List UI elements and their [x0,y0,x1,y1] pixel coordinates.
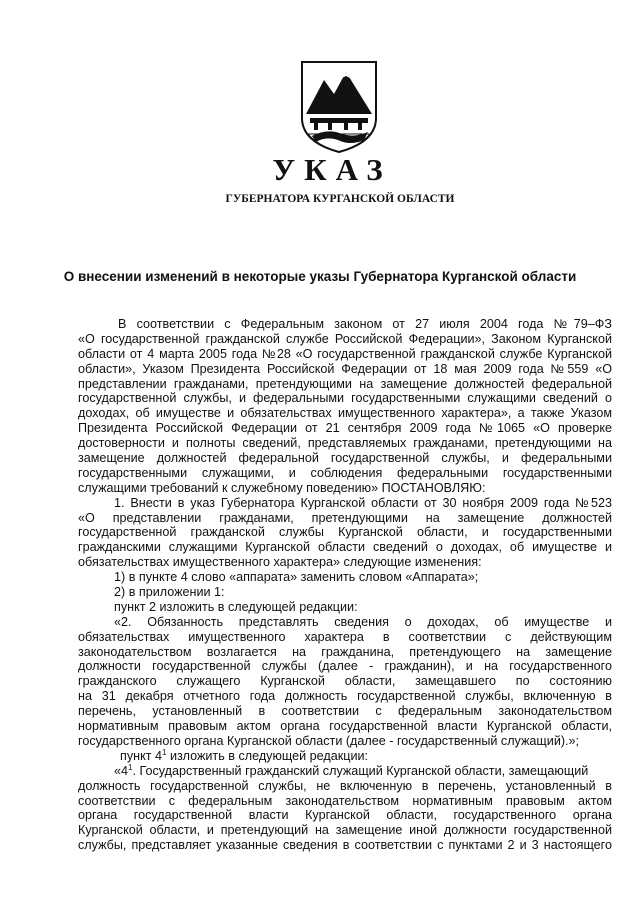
text-line: доходах, об имуществе и обязательствах имущественного характера», а также Указом [78,406,612,421]
decree-heading: О внесении изменений в некоторые указы Губернатора Курганской области [63,269,577,284]
superscript: 1 [162,747,167,757]
text-line: гражданскими служащими Курганской области сведений о доходах, об имуществе и [78,540,612,555]
text-line: законодательством возлагается на гражданина, претендующего на замещение [78,644,612,659]
text-line: нормативным правовым актом органа государственной власти Курганской области, [78,719,612,734]
text-line: обязательствах имущественного характера в соответствии с действующим [78,629,612,644]
text-line: служащими требований к служебному поведению» ПОСТАНОВЛЯЮ: [78,480,486,495]
text-line: области», Указом Президента Российской Федерации от 18 мая 2009 года №559 «О [78,361,612,376]
text-line: области от 4 марта 2005 года №28 «О государственной гражданской службе Курганской [78,346,612,361]
decree-body [78,317,612,853]
text-line: 1) в пункте 4 слово «аппарата» заменить словом «Аппарата»; [114,570,479,585]
text-line: на 31 декабря отчетного года должность государственной службы, включенную в [78,689,612,704]
text-line: Курганской области, и претендующий на замещение иной должности государственной [78,823,612,838]
decree-subtitle: ГУБЕРНАТОРА КУРГАНСКОЙ ОБЛАСТИ [225,193,455,205]
text-line [78,749,612,764]
text-fragment: изложить в следующей редакции: [169,748,369,763]
text-line: «2. Обязанность представлять сведения о доходах, об имуществе и [114,614,612,629]
coat-of-arms-emblem [298,60,380,154]
text-line: 2) в приложении 1: [114,585,225,600]
text-line: соответствии с федеральным законодательством нормативным правовым актом [78,793,612,808]
text-line: государственной службы, и федеральными государственными служащими сведений о [78,391,612,406]
text-line: должность государственной службы, не включенную в перечень, установленный в [78,778,612,793]
text-line: «О представлении гражданами, претендующими на замещение должностей [78,510,612,525]
superscript: 1 [128,762,133,772]
text-fragment: «4 [114,763,129,778]
text-line: органа государственной власти Курганской области, государственного органа [78,808,612,823]
text-line: В соответствии с Федеральным законом от 27 июля 2004 года №79–ФЗ [118,317,612,331]
text-line: Президента Российской Федерации от 21 сентября 2009 года №1065 «О проверке [78,421,612,436]
text-line: государственной гражданской службы Курганской области, и государственными [78,525,612,540]
text-line: «О государственной гражданской службе Российской Федерации», Законом Курганской [78,331,612,346]
text-line: замещение должностей федеральной государственной службы, и федеральными [78,451,612,466]
text-line: государственного органа Курганской области (далее - государственный служащий).»; [78,733,580,748]
decree-title: УКАЗ [272,152,392,187]
text-line: 1. Внести в указ Губернатора Курганской области от 30 ноября 2009 года №523 [114,495,612,510]
text-line: достоверности и полноты сведений, представляемых гражданами, претендующими на [78,436,612,451]
text-line: государственными служащими, и соблюдения федеральными государственными [78,465,612,480]
text-line: перечень, установленный в соответствии с федеральным законодательством [78,704,612,719]
text-line [78,764,612,779]
text-fragment: . Государственный гражданский служащий Курганской области, замещающий [132,763,589,778]
text-fragment: пункт 4 [120,748,162,763]
text-line: службы, представляет указанные сведения в соответствии с пунктами 2 и 3 настоящего [78,838,612,853]
text-line: гражданского служащего Курганской области, замещавшего по состоянию [78,674,612,689]
text-line: пункт 2 изложить в следующей редакции: [114,599,358,614]
text-line: должности государственной службы (далее - гражданин), и на государственного [78,659,612,674]
text-line: обязательствах имущественного характера» следующие изменения: [78,555,482,570]
text-line: представлении гражданами, претендующими на замещение должностей федеральной [78,376,612,391]
